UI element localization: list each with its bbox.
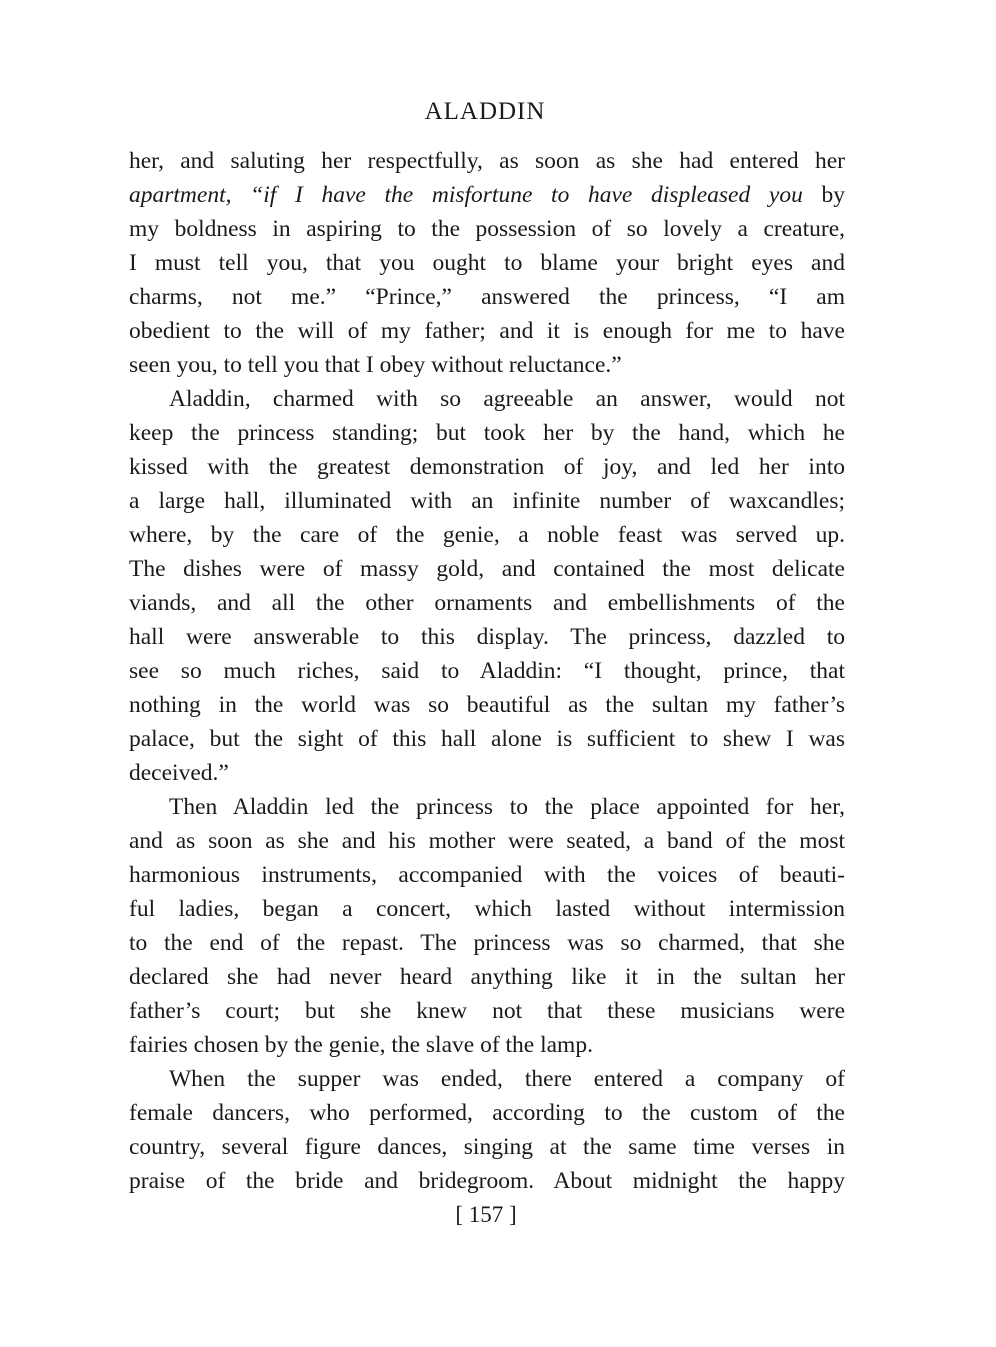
paragraph-first-line: Aladdin, charmed with so agreeable an answer, would not [169,386,845,412]
text-line-tail: by [802,182,846,208]
text-line: ful ladies, began a concert, which lasted without intermission [129,896,845,922]
running-head: ALADDIN [424,98,546,125]
text-line: fairies chosen by the genie, the slave of the lamp. [129,1032,593,1058]
text-line: where, by the care of the genie, a noble feast was served up. [129,522,845,548]
paragraph-first-line: When the supper was ended, there entered a company of [169,1066,845,1092]
text-line: nothing in the world was so beautiful as the sultan my father’s [129,692,845,718]
text-line: see so much riches, said to Aladdin: “I thought, prince, that [129,658,845,684]
text-line: female dancers, who performed, according to the custom of the [129,1100,845,1126]
text-line: palace, but the sight of this hall alone is sufficient to shew I was [129,726,845,752]
text-line: and as soon as she and his mother were seated, a band of the most [129,828,845,854]
text-line: harmonious instruments, accompanied with the voices of beauti- [129,862,845,888]
paragraph-first-line: Then Aladdin led the princess to the place appointed for her, [169,794,845,820]
text-line: praise of the bride and bridegroom. About midnight the happy [129,1168,845,1194]
text-line: a large hall, illuminated with an infinite number of waxcandles; [129,488,845,514]
text-line: The dishes were of massy gold, and contained the most delicate [129,556,845,582]
text-line: I must tell you, that you ought to blame your bright eyes and [129,250,845,276]
text-line: to the end of the repast. The princess was so charmed, that she [129,930,845,956]
text-line: my boldness in aspiring to the possession of so lovely a creature, [129,216,845,242]
text-line: deceived.” [129,760,229,786]
text-line: declared she had never heard anything like it in the sultan her [129,964,845,990]
text-line: charms, not me.” “Prince,” answered the princess, “I am [129,284,845,310]
text-line: her, and saluting her respectfully, as soon as she had entered her [129,148,845,174]
page-number: [ 157 ] [455,1202,517,1227]
text-line: father’s court; but she knew not that these musicians were [129,998,845,1024]
italic-passage: apartment, “if I have the misfortune to have displeased you [129,182,803,208]
text-line: viands, and all the other ornaments and embellishments of the [129,590,845,616]
text-line: keep the princess standing; but took her by the hand, which he [129,420,845,446]
text-line: country, several figure dances, singing at the same time verses in [129,1134,845,1160]
text-line: obedient to the will of my father; and it is enough for me to have [129,318,845,344]
body-text [129,144,845,1198]
text-line: kissed with the greatest demonstration of joy, and led her into [129,454,845,480]
text-line: seen you, to tell you that I obey without reluctance.” [129,352,622,378]
text-line [129,178,845,212]
text-line: hall were answerable to this display. The princess, dazzled to [129,624,845,650]
